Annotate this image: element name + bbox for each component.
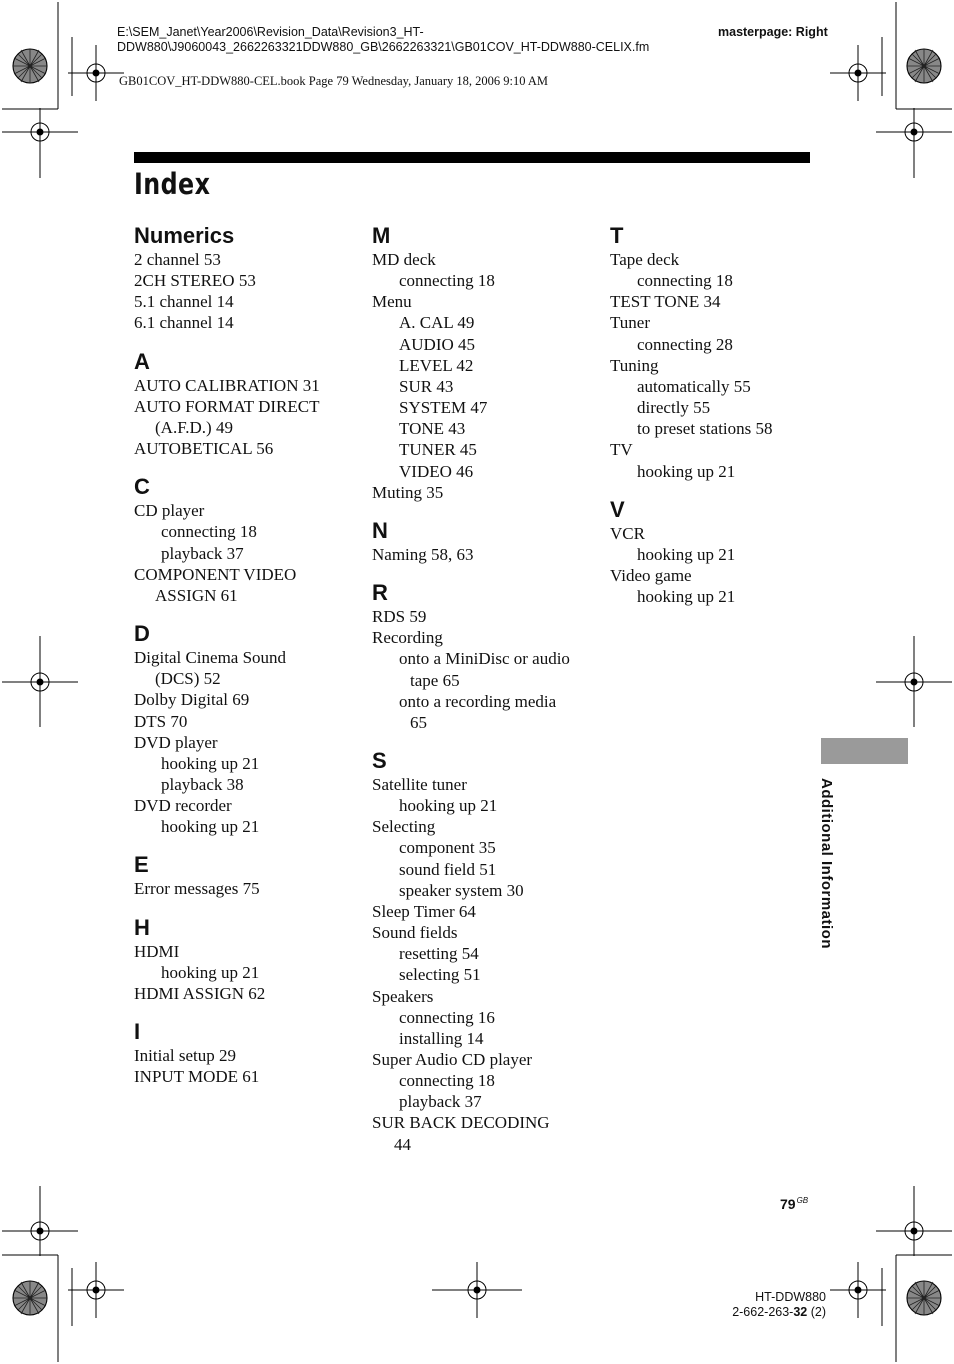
index-entry: Dolby Digital 69 [134, 690, 250, 710]
file-path-header [117, 25, 649, 55]
index-subentry: selecting 51 [399, 965, 481, 985]
index-entry: 2CH STEREO 53 [134, 271, 256, 291]
index-subentry: TUNER 45 [399, 440, 477, 460]
index-entry: SUR BACK DECODING [372, 1113, 550, 1133]
index-column-3 [610, 223, 840, 607]
index-entry: Menu [372, 292, 412, 312]
index-subentry: component 35 [399, 838, 496, 858]
index-entry: Recording [372, 628, 443, 648]
index-subentry: hooking up 21 [637, 544, 736, 564]
index-entry: TV [610, 440, 633, 460]
index-subentry: installing 14 [399, 1028, 484, 1048]
index-entry: Selecting [372, 817, 436, 837]
index-entry: AUTOBETICAL 56 [134, 439, 274, 459]
page-number-suffix: GB [796, 1196, 809, 1206]
index-subentry: connecting 18 [399, 271, 495, 291]
index-subentry: playback 38 [161, 774, 244, 794]
index-subentry: LEVEL 42 [399, 355, 474, 375]
index-entry: RDS 59 [372, 607, 427, 627]
page-number [780, 1196, 808, 1212]
index-subentry: sound field 51 [399, 859, 497, 879]
section-heading: V [610, 496, 625, 522]
part-number-prefix: 2-662-263- [732, 1305, 794, 1319]
section-heading: E [134, 852, 149, 878]
index-entry: TEST TONE 34 [610, 292, 721, 312]
index-entry: DTS 70 [134, 711, 188, 731]
section-heading: H [134, 914, 150, 940]
index-subentry: connecting 18 [161, 522, 257, 542]
section-heading: C [134, 474, 150, 500]
section-heading: I [134, 1019, 141, 1045]
index-subentry: hooking up 21 [161, 962, 260, 982]
part-number-suffix: (2) [807, 1305, 826, 1319]
index-entry: 6.1 channel 14 [134, 313, 234, 333]
section-heading: Numerics [134, 223, 235, 248]
file-path-line-2: DDW880\J9060043_2662263321DDW880_GB\2662263321\GB01COV_HT-DDW880-CELIX.fm [117, 40, 650, 54]
index-subentry: hooking up 21 [399, 796, 498, 816]
index-entry: ASSIGN 61 [155, 585, 238, 605]
section-heading: A [134, 348, 150, 374]
index-entry: Sleep Timer 64 [372, 901, 476, 921]
index-subentry: hooking up 21 [161, 817, 260, 837]
index-entry: Muting 35 [372, 482, 444, 502]
index-entry: INPUT MODE 61 [134, 1067, 260, 1087]
index-subentry: connecting 28 [637, 334, 733, 354]
index-entry: Super Audio CD player [372, 1050, 533, 1069]
index-entry: Naming 58, 63 [372, 544, 474, 564]
part-number-bold: 32 [793, 1305, 808, 1319]
model-name: HT-DDW880 [755, 1290, 826, 1304]
index-subentry: A. CAL 49 [399, 313, 475, 333]
index-subentry: SYSTEM 47 [399, 398, 488, 418]
index-entry: HDMI [134, 941, 180, 961]
index-entry: Tuning [610, 355, 659, 375]
index-entry: Satellite tuner [372, 774, 467, 794]
section-heading: D [134, 621, 150, 647]
index-subentry: VIDEO 46 [399, 461, 474, 481]
index-entry: Tape deck [610, 250, 680, 269]
index-entry: Tuner [610, 313, 650, 333]
index-subentry: connecting 18 [637, 271, 733, 291]
index-entry: COMPONENT VIDEO [134, 564, 297, 584]
title-rule [134, 152, 810, 163]
book-info-line: GB01COV_HT-DDW880-CEL.book Page 79 Wednesday, January 18, 2006 9:10 AM [119, 74, 549, 88]
index-column-1 [134, 223, 364, 1087]
section-heading: T [610, 223, 624, 248]
file-path-line-1: E:\SEM_Janet\Year2006\Revision_Data\Revision3_HT- [117, 25, 424, 39]
index-entry: tape 65 [410, 670, 460, 690]
index-entry: 44 [394, 1134, 411, 1154]
index-entry: AUTO FORMAT DIRECT [134, 396, 320, 416]
index-subentry: to preset stations 58 [637, 419, 773, 439]
index-entry: (A.F.D.) 49 [155, 417, 233, 437]
index-subentry: connecting 18 [399, 1071, 495, 1091]
index-entry: 2 channel 53 [134, 250, 221, 269]
masterpage-label: masterpage: Right [718, 25, 828, 39]
index-entry: Speakers [372, 986, 434, 1006]
index-subentry: hooking up 21 [161, 753, 260, 773]
index-entry: Error messages 75 [134, 879, 260, 899]
index-subentry: onto a recording media [399, 691, 557, 711]
index-subentry: resetting 54 [399, 944, 479, 964]
index-entry: MD deck [372, 250, 436, 269]
index-subentry: playback 37 [161, 543, 244, 563]
index-subentry: TONE 43 [399, 419, 466, 439]
section-heading: M [372, 223, 391, 248]
section-tab-label: Additional Information [818, 778, 835, 949]
index-column-2 [372, 223, 602, 1155]
index-subentry: onto a MiniDisc or audio [399, 649, 570, 669]
section-heading: N [372, 517, 388, 543]
index-subentry: SUR 43 [399, 376, 454, 396]
index-entry: 65 [410, 712, 427, 732]
index-subentry: AUDIO 45 [399, 334, 476, 354]
index-entry: Video game [610, 566, 692, 586]
index-entry: Sound fields [372, 923, 458, 943]
section-tab [821, 738, 908, 764]
index-subentry: hooking up 21 [637, 587, 736, 607]
index-entry: DVD player [134, 732, 218, 752]
index-subentry: hooking up 21 [637, 461, 736, 481]
section-heading: R [372, 580, 388, 606]
index-entry: AUTO CALIBRATION 31 [134, 375, 320, 395]
part-number [732, 1305, 826, 1320]
index-subentry: directly 55 [637, 398, 711, 418]
index-entry: HDMI ASSIGN 62 [134, 983, 266, 1003]
page-title: Index [134, 167, 211, 201]
index-entry: (DCS) 52 [155, 669, 221, 689]
index-entry: Digital Cinema Sound [134, 648, 287, 668]
index-entry: 5.1 channel 14 [134, 292, 234, 312]
index-subentry: playback 37 [399, 1092, 482, 1112]
index-subentry: speaker system 30 [399, 880, 524, 900]
model-info [732, 1290, 826, 1320]
page-number-value: 79 [780, 1196, 796, 1212]
index-subentry: automatically 55 [637, 376, 751, 396]
index-entry: DVD recorder [134, 796, 232, 816]
index-subentry: connecting 16 [399, 1007, 495, 1027]
section-heading: S [372, 747, 387, 773]
index-entry: VCR [610, 523, 645, 543]
index-entry: CD player [134, 501, 205, 521]
index-entry: Initial setup 29 [134, 1046, 236, 1066]
